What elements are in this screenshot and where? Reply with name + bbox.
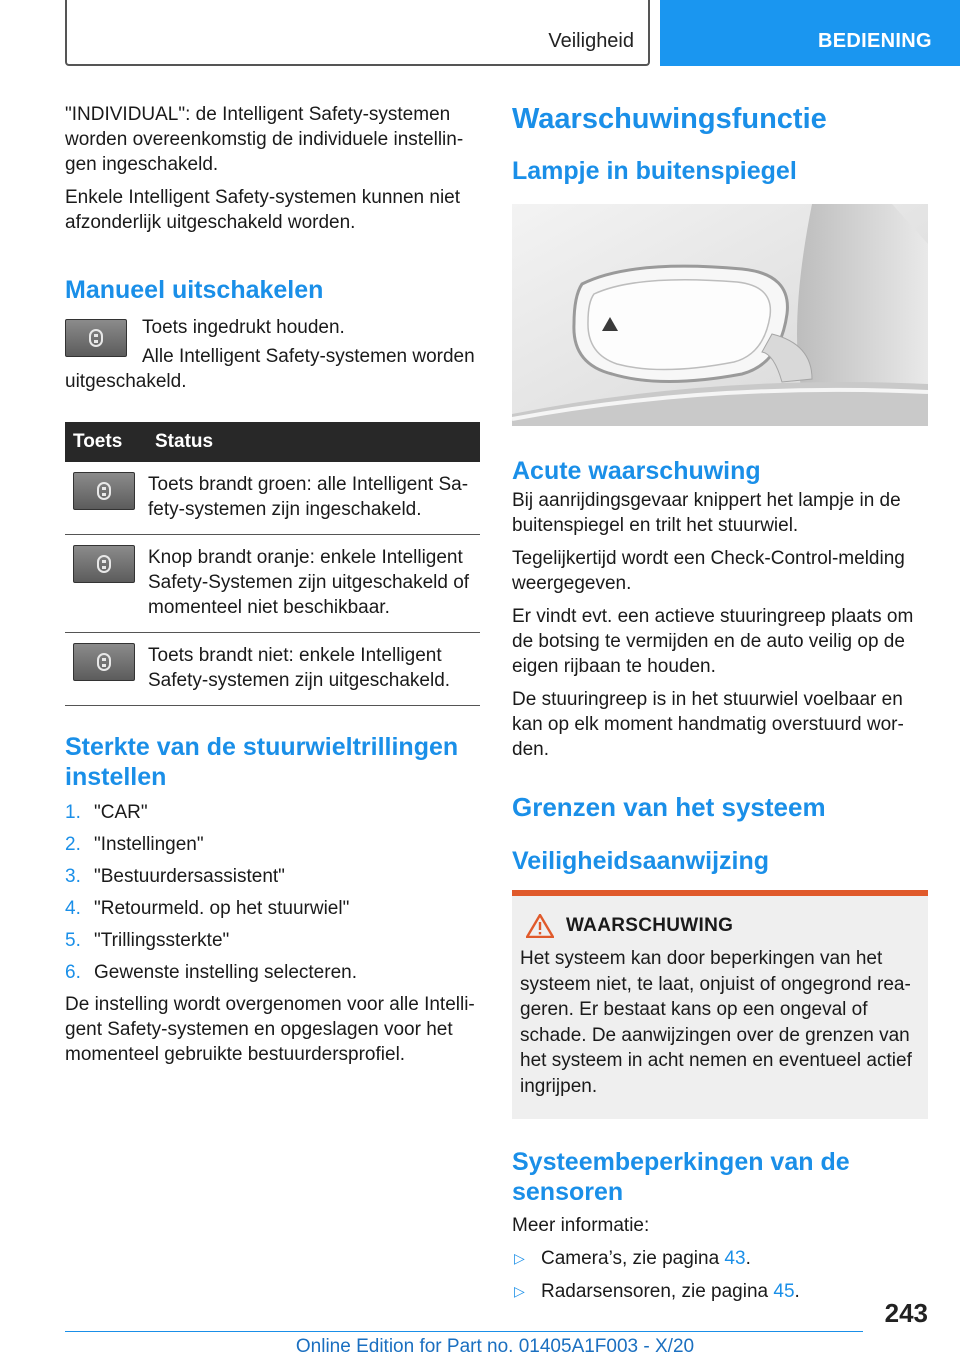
more-info: Meer informatie: (512, 1215, 650, 1236)
steps-outro: De instelling wordt overgenomen voor alle Intelli-gent Safety-systemen en opgeslagen voor het momenteel gebruikte bestuurdersprofiel. (65, 994, 475, 1065)
reference-list (512, 1246, 928, 1304)
table-row (65, 535, 480, 633)
table-row (65, 462, 480, 535)
list-item: 2. "Instellingen" (65, 834, 204, 855)
acute-paragraph: Er vindt evt. een actieve stuuringreep plaats om de botsing te vermijden en de auto veilig op de eigen rijbaan te houden. (512, 606, 914, 677)
acute-paragraph: De stuuringreep is in het stuurwiel voelbaar en kan op elk moment handmatig overstuurd wor-den. (512, 689, 904, 760)
list-item: 5. "Trillingssterkte" (65, 930, 230, 951)
acute-heading: Acute waarschuwing (512, 457, 761, 485)
page-link[interactable]: 45 (773, 1281, 795, 1302)
page-header (0, 0, 960, 66)
manual-line: Alle Intelligent Safety-systemen worden uitgeschakeld. (65, 346, 475, 392)
page-link[interactable]: 43 (724, 1248, 746, 1269)
safety-button-off-icon (73, 643, 135, 681)
safety-button-orange-icon (73, 545, 135, 583)
triangle-bullet-icon: ▷ (514, 1283, 525, 1299)
acute-paragraph: Tegelijkertijd wordt een Check-Control-melding weergegeven. (512, 548, 905, 594)
safety-button-icon (65, 319, 127, 357)
section-label: Veiligheid (548, 30, 634, 52)
table-header: Status (148, 422, 480, 462)
limits-title: Grenzen van het systeem (512, 792, 826, 822)
left-column (65, 102, 480, 1075)
footer-divider (65, 1331, 863, 1332)
list-item: 3. "Bestuurdersassistent" (65, 866, 285, 887)
warning-triangle-icon (526, 914, 554, 938)
table-cell: Toets brandt groen: alle Intelligent Sa-fety-systemen zijn ingeschakeld. (148, 462, 480, 535)
sensor-heading: Systeembeperkingen van de sensoren (512, 1148, 850, 1206)
table-cell: Knop brandt oranje: enkele Intelligent Safety-Systemen zijn uitgeschakeld of momenteel niet beschikbaar. (148, 535, 480, 633)
list-item: 4. "Retourmeld. op het stuurwiel" (65, 898, 350, 919)
intro-paragraph: "INDIVIDUAL": de Intelligent Safety-systemen worden overeenkomstig de individuele instellin-gen ingeschakeld. (65, 104, 464, 175)
warning-box (512, 890, 928, 1119)
section-subtitle: Lampje in buitenspiegel (512, 157, 797, 185)
manual-heading: Manueel uitschakelen (65, 276, 324, 304)
triangle-bullet-icon: ▷ (514, 1250, 525, 1266)
safety-button-green-icon (73, 472, 135, 510)
manual-block (65, 315, 480, 394)
chapter-label: BEDIENING (818, 30, 932, 52)
table-header: Toets (65, 422, 148, 462)
mirror-image (512, 204, 928, 426)
footer-text: Online Edition for Part no. 01405A1F003 - X/20 (295, 1336, 695, 1357)
table-header-row (65, 422, 480, 462)
safety-subtitle: Veiligheidsaanwijzing (512, 847, 770, 875)
chapter-tab (660, 0, 960, 66)
warning-text: Het systeem kan door beperkingen van het systeem niet, te laat, onjuist of ongegrond rea-geren. Er bestaat kans op een ongeval of schade. De aanwijzingen over de grenzen van het systeem in acht nemen en eventueel actief ingrijpen. (520, 948, 912, 1097)
side-mirror-icon (512, 204, 928, 426)
list-item: ▷ Radarsensoren, zie pagina 45. (514, 1281, 800, 1302)
list-item: 6. Gewenste instelling selecteren. (65, 962, 357, 983)
table-cell: Toets brandt niet: enkele Intelligent Safety-systemen zijn uitgeschakeld. (148, 633, 480, 706)
section-tab (65, 0, 650, 66)
list-item: ▷ Camera’s, zie pagina 43. (514, 1248, 751, 1269)
steps-heading: Sterkte van de stuurwieltrillingen instellen (65, 733, 459, 791)
manual-line: Toets ingedrukt houden. (142, 317, 345, 338)
steps-list (65, 800, 480, 985)
status-table (65, 422, 480, 706)
list-item: 1. "CAR" (65, 802, 148, 823)
table-row (65, 633, 480, 706)
right-column (512, 102, 928, 1312)
section-title: Waarschuwingsfunctie (512, 103, 827, 135)
warning-label: WAARSCHUWING (566, 915, 734, 936)
intro-paragraph: Enkele Intelligent Safety-systemen kunnen niet afzonderlijk uitgeschakeld worden. (65, 187, 461, 233)
acute-paragraph: Bij aanrijdingsgevaar knippert het lampje in de buitenspiegel en trilt het stuurwiel. (512, 490, 901, 536)
page-number: 243 (884, 1298, 928, 1328)
